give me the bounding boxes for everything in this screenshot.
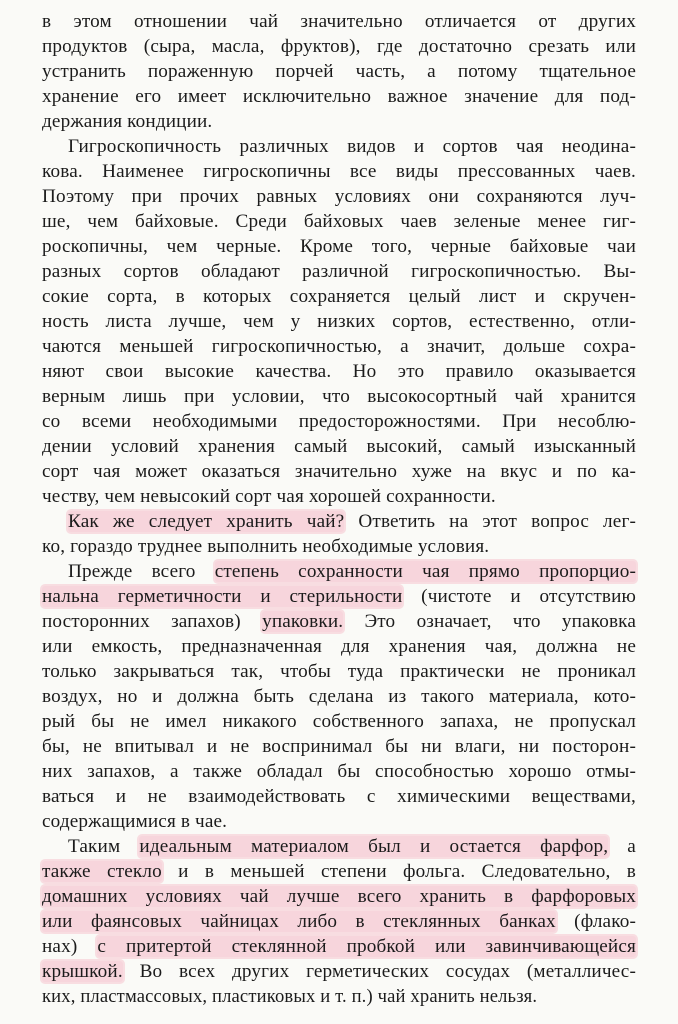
text-line: няют свои высокие качества. Но это правило оказывается <box>42 361 636 382</box>
text-line <box>42 935 636 958</box>
text-line <box>68 560 636 583</box>
highlight: с притертой стеклянной пробкой или завинчивающейся <box>97 936 636 957</box>
text-fragment: нах) <box>42 936 98 957</box>
text-fragment: а <box>608 836 636 857</box>
text-line: или емкость, предназначенная для хранения чая, должна не <box>42 636 636 657</box>
text-line: хранение его имеет исключительно важное значение для под- <box>42 86 636 107</box>
text-line: ность листа лучше, чем у низких сортов, естественно, отли- <box>42 311 636 332</box>
text-line <box>42 860 636 883</box>
text-line: ше, чем байховые. Среди байховых чаев зеленые менее гиг- <box>42 211 636 232</box>
text-line <box>42 585 636 608</box>
highlight: также стекло <box>42 861 162 882</box>
text-line: верным лишь при условии, что высокосортный чай хранится <box>42 386 636 407</box>
text-fragment: Ответить на этот вопрос лег- <box>344 511 637 532</box>
text-line: содержащимися в чае. <box>42 811 228 832</box>
text-line: только закрываться так, чтобы туда практически не проникал <box>42 661 636 682</box>
text-fragment: Во всех других герметических сосудах (металличес- <box>122 961 636 982</box>
text-line: держания кондиции. <box>42 111 213 132</box>
text-line: сорт чая может оказаться значительно хуже на вкус и по ка- <box>42 461 636 482</box>
text-fragment: Таким <box>68 836 140 857</box>
text-line: ваться и не взаимодействовать с химическими веществами, <box>42 786 636 807</box>
text-line: дении условий хранения самый высокий, самый изысканный <box>42 436 636 457</box>
highlight: нальна герметичности и стерильности <box>42 586 403 607</box>
text-line <box>42 610 636 633</box>
text-line: честву, чем невысокий сорт чая хорошей сохранности. <box>42 486 496 507</box>
highlight: или фаянсовых чайницах либо в стеклянных банках <box>42 911 556 932</box>
highlight: идеальным материалом был и остается фарфор, <box>139 836 609 857</box>
text-line: разных сортов обладают различной гигроскопичностью. Вы- <box>42 261 636 282</box>
text-fragment: посторонних запахов) <box>42 611 263 632</box>
highlight: степень сохранности чая прямо пропорцио- <box>214 561 637 582</box>
text-fragment: (чистоте и отсутствию <box>402 586 636 607</box>
text-line: чаются меньшей гигроскопичностью, а значит, дольше сохра- <box>42 336 636 357</box>
text-line: ко, гораздо труднее выполнить необходимые условия. <box>42 536 490 557</box>
text-line: продуктов (сыра, масла, фруктов), где достаточно срезать или <box>42 36 636 57</box>
text-line: бы, не впитывал и не воспринимал бы ни влаги, ни посторон- <box>42 736 636 757</box>
text-line: со всеми необходимыми предосторожностями. При несоблю- <box>42 411 636 432</box>
text-line <box>42 885 636 908</box>
highlight: домашних условиях чай лучше всего хранить в фарфоровых <box>42 886 636 907</box>
text-fragment: Прежде всего <box>68 561 215 582</box>
text-line <box>68 835 636 858</box>
text-line: рый бы не имел никакого собственного запаха, не пропускал <box>42 711 636 732</box>
highlight: Как же следует хранить чай? <box>68 511 345 532</box>
text-line: воздух, но и должна быть сделана из такого материала, кото- <box>42 686 636 707</box>
text-line: ких, пластмассовых, пластиковых и т. п.) чай хранить нельзя. <box>42 986 538 1007</box>
highlight: упаковки. <box>262 611 344 632</box>
highlight: крышкой. <box>42 961 123 982</box>
text-line: них запахов, а также обладал бы способностью хорошо отмы- <box>42 761 636 782</box>
text-line: Гигроскопичность различных видов и сортов чая неодина- <box>68 136 636 157</box>
text-line: кова. Наименее гигроскопичны все виды прессованных чаев. <box>42 161 636 182</box>
text-fragment: Это означает, что упаковка <box>343 611 636 632</box>
text-line: в этом отношении чай значительно отличается от других <box>42 11 636 32</box>
text-fragment: (флако- <box>555 911 636 932</box>
text-line: сокие сорта, в которых сохраняется целый лист и скручен- <box>42 286 636 307</box>
text-line <box>42 960 636 983</box>
text-fragment: и в меньшей степени фольга. Следовательно, в <box>161 861 636 882</box>
text-line: устранить пораженную порчей часть, а потому тщательное <box>42 61 636 82</box>
text-line <box>68 510 636 533</box>
text-line: роскопичны, чем черные. Кроме того, черные байховые чаи <box>42 236 636 257</box>
text-line: Поэтому при прочих равных условиях они сохраняются луч- <box>42 186 636 207</box>
text-line <box>42 910 636 933</box>
